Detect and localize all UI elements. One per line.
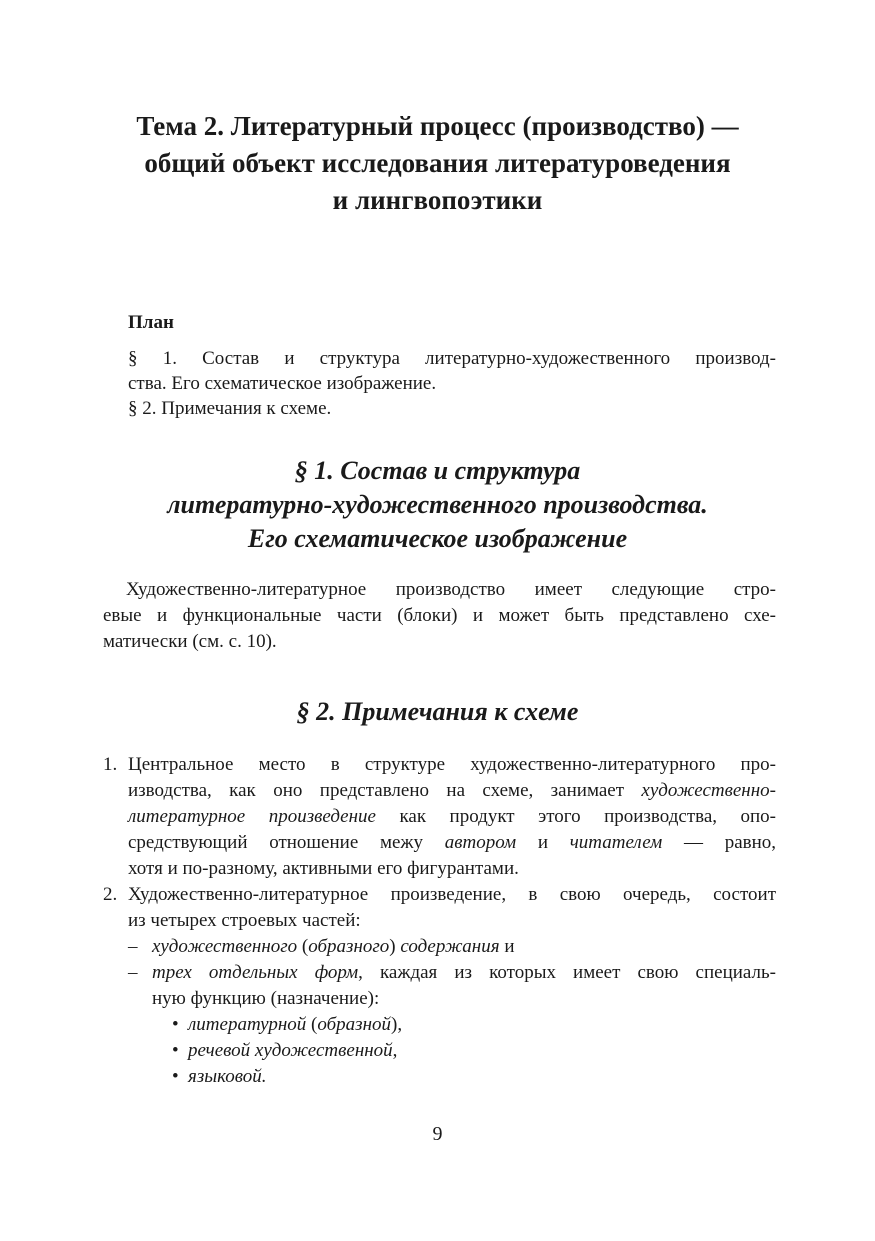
title-line: и лингвопоэтики — [332, 185, 543, 215]
note-number: 2. — [103, 884, 118, 905]
note-emphasis: литературной — [188, 1014, 307, 1035]
note-emphasis: автором — [444, 832, 517, 853]
paragraph-line: евые и функциональные части (блоки) и может быть представлено схе- — [103, 605, 776, 626]
plan-item-2: § 2. Примечания к схеме. — [128, 398, 332, 419]
paragraph-line: матически (см. с. 10). — [103, 631, 277, 652]
plan-block — [128, 310, 776, 421]
title-line: общий объект исследования литературоведения — [144, 148, 731, 178]
note-text: , каждая из которых имеет свою специаль- — [358, 962, 776, 983]
dash-line: ную функцию (назначение): — [152, 988, 380, 1009]
plan-heading: План — [128, 312, 174, 333]
note-line: хотя и по-разному, активными его фигурантами. — [128, 858, 519, 879]
section-1-heading-line: § 1. Состав и структура — [294, 456, 581, 485]
plan-item-1-line: § 1. Состав и структура литературно-художественного производ- — [128, 348, 776, 369]
note-line — [128, 830, 776, 856]
dash-mark: – — [128, 962, 138, 983]
note-text: и — [499, 936, 515, 957]
note-line — [128, 778, 776, 804]
note-line — [128, 804, 776, 830]
title-line: Тема 2. Литературный процесс (производство) — — [136, 111, 739, 141]
dash-line — [152, 960, 776, 986]
note-emphasis: трех отдельных форм — [152, 962, 359, 983]
dash-line — [152, 934, 776, 960]
note-text: — равно, — [662, 832, 777, 853]
note-text: ( — [306, 1014, 318, 1035]
bullet-line — [188, 1040, 397, 1061]
note-line: из четырех строевых частей: — [128, 910, 361, 931]
plan-item-1-line: ства. Его схематическое изображение. — [128, 373, 437, 394]
bullet-list-item — [172, 1038, 776, 1064]
dash-mark: – — [128, 936, 138, 957]
note-text: ( — [297, 936, 309, 957]
chapter-title — [60, 108, 815, 219]
notes-list — [103, 752, 776, 1090]
note-text: средствующий отношение межу — [128, 832, 445, 853]
paragraph-line: Художественно-литературное производство имеет следующие стро- — [126, 579, 776, 600]
bullet-list-item — [172, 1064, 776, 1090]
note-emphasis: литературное произведение — [128, 806, 376, 827]
bullet-mark: • — [172, 1066, 179, 1087]
note-emphasis: художественного — [152, 936, 298, 957]
bullet-mark: • — [172, 1040, 179, 1061]
note-emphasis: речевой художественной — [188, 1040, 393, 1061]
note-emphasis: читателем — [569, 832, 663, 853]
note-text: ) — [389, 936, 401, 957]
note-emphasis: художественно- — [641, 780, 776, 801]
dash-list-item — [128, 960, 776, 1090]
note-text: изводства, как оно представлено на схеме, занимает — [128, 780, 642, 801]
note-emphasis: содержания — [400, 936, 500, 957]
section-1-heading-line: Его схематическое изображение — [247, 524, 628, 553]
note-emphasis: языковой. — [188, 1066, 267, 1087]
bullet-mark: • — [172, 1014, 179, 1035]
note-text: как продукт этого производства, опо- — [375, 806, 776, 827]
note-item-2 — [103, 882, 776, 1090]
section-1-paragraph — [103, 577, 776, 655]
note-emphasis: образной — [317, 1014, 392, 1035]
bullet-list-item — [172, 1012, 776, 1038]
note-item-1 — [103, 752, 776, 882]
section-1-heading — [60, 454, 815, 556]
section-1-heading-line: литературно-художественного производства. — [167, 490, 708, 519]
note-number: 1. — [103, 754, 118, 775]
note-line: Художественно-литературное произведение, в свою очередь, состоит — [128, 884, 776, 905]
plan-item-1 — [128, 346, 776, 396]
bullet-line — [188, 1014, 402, 1035]
dash-list-item — [128, 934, 776, 960]
section-2-heading: § 2. Примечания к схеме — [296, 697, 579, 726]
note-text: и — [516, 832, 570, 853]
note-line: Центральное место в структуре художественно-литературного про- — [128, 754, 776, 775]
note-text: ), — [391, 1014, 403, 1035]
note-emphasis: образного — [308, 936, 390, 957]
note-text: , — [392, 1040, 398, 1061]
page-number: 9 — [432, 1123, 443, 1145]
